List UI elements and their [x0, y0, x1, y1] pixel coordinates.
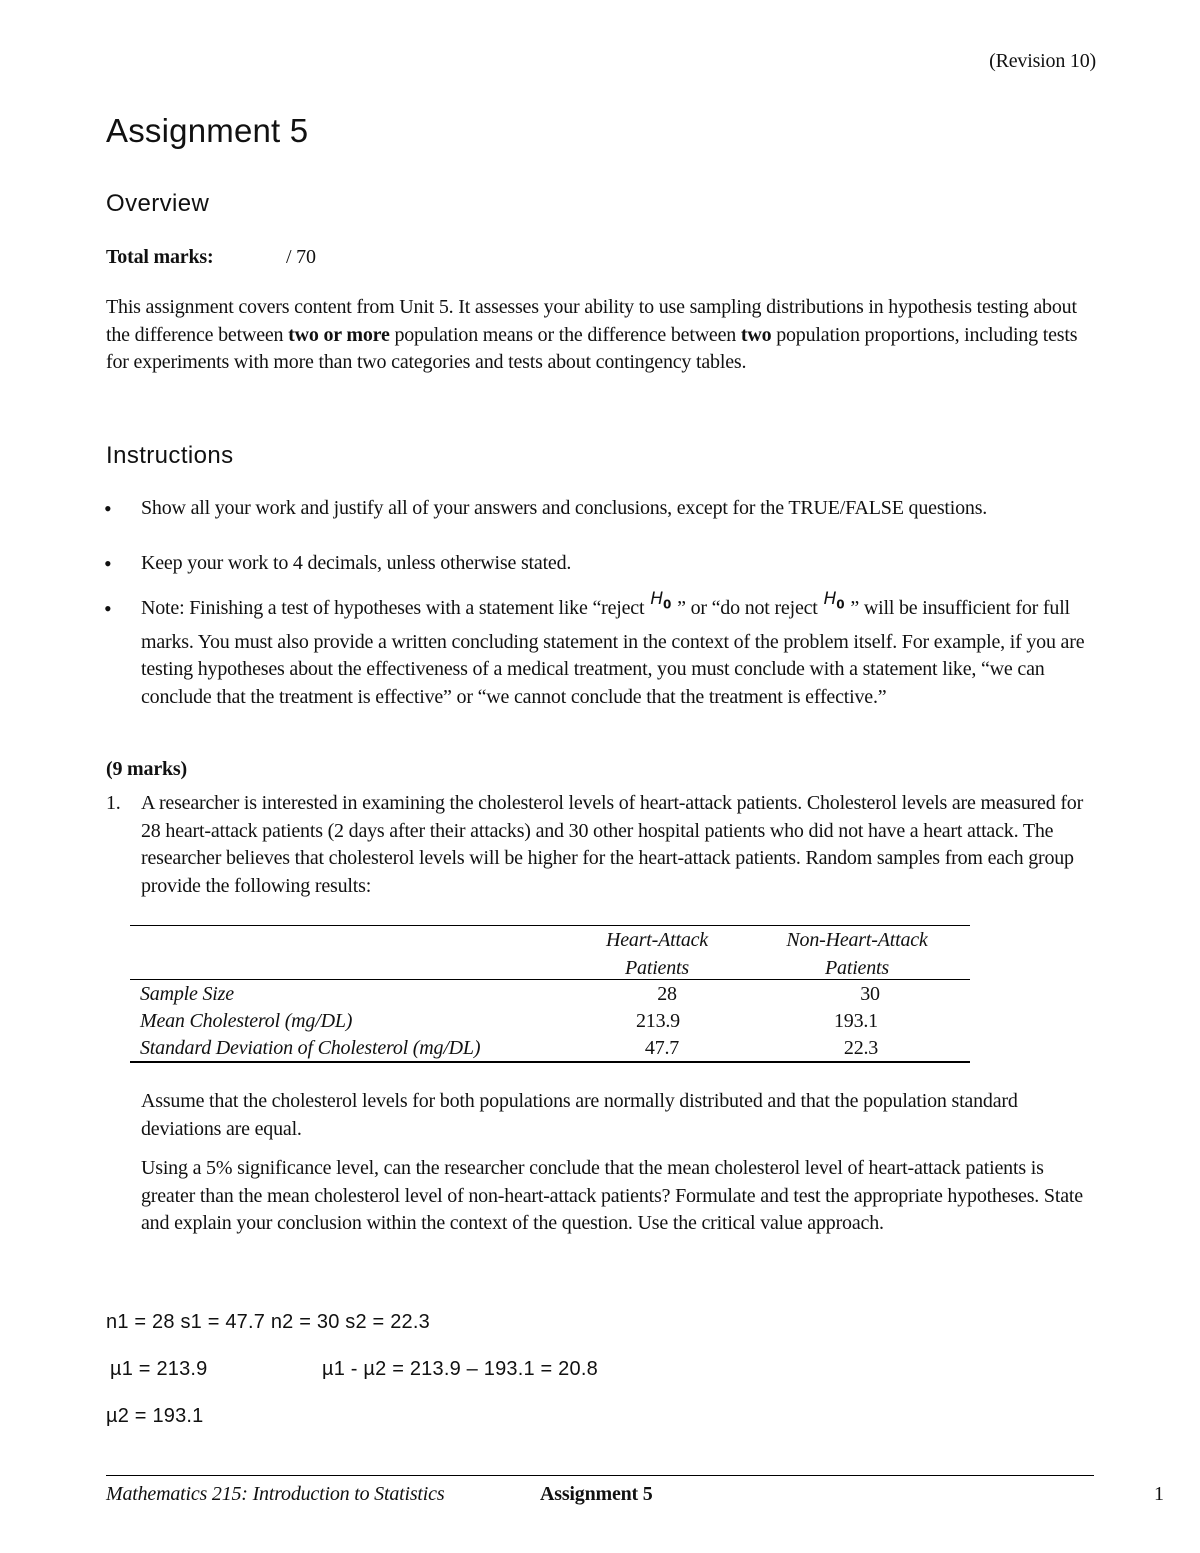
question-number: 1. — [106, 792, 121, 814]
table-cell: 22.3 — [843, 1037, 879, 1059]
question-text: A researcher is interested in examining the cholesterol levels of heart-attack patients. Cholesterol levels are measured for 28 heart-attack patients (2 days after their attacks) and 30 other hospital patients who did not have a heart attack. The researcher believes that cholesterol levels will be higher for the heart-attack patients. Random samples from each group provide the following results: — [141, 792, 1084, 897]
footer-rule — [106, 1475, 1094, 1476]
total-marks-value: / 70 — [286, 246, 316, 268]
page-number: 1 — [1154, 1483, 1164, 1505]
note-text-a: Note: Finishing a test of hypotheses with a statement like “reject — [141, 597, 645, 619]
table-row-label: Standard Deviation of Cholesterol (mg/DL) — [140, 1037, 481, 1059]
work-line-2b: µ1 - µ2 = 213.9 – 193.1 = 20.8 — [322, 1358, 598, 1380]
col1-header-line2: Patients — [625, 956, 689, 979]
col1-header-line1: Heart-Attack — [605, 929, 708, 951]
instruction-item: • Keep your work to 4 decimals, unless otherwise stated. — [104, 550, 1094, 578]
table-cell: 193.1 — [833, 1010, 878, 1032]
table-header-heart-attack — [577, 927, 737, 982]
table-cell: 30 — [860, 983, 880, 1005]
h0-subscript: 0 — [662, 597, 672, 612]
page-title: Assignment 5 — [106, 112, 309, 149]
instructions-list-3 — [104, 589, 1094, 711]
table-row-label: Mean Cholesterol (mg/DL) — [140, 1010, 353, 1032]
h0-symbol — [650, 586, 671, 619]
overview-intro — [106, 294, 1096, 377]
instruction-item-note — [104, 589, 1094, 711]
total-marks-label: Total marks: — [106, 246, 214, 268]
revision-label: (Revision 10) — [989, 50, 1096, 72]
intro-text-1: This assignment covers content from Unit 5. It assesses your ability to use sampling distributions in hypothesis testing about the difference between — [106, 296, 1077, 346]
note-text-b: ” or “do not reject — [677, 597, 818, 619]
work-line-1: n1 = 28 s1 = 47.7 n2 = 30 s2 = 22.3 — [106, 1311, 430, 1333]
col2-header-line2: Patients — [825, 956, 889, 979]
assumption-text: Assume that the cholesterol levels for both populations are normally distributed and that the population standard deviations are equal. — [141, 1090, 1018, 1140]
intro-bold-1: two or more — [288, 323, 390, 346]
question-marks: (9 marks) — [106, 758, 187, 780]
table-cell: 28 — [657, 983, 677, 1005]
h0-subscript: 0 — [836, 597, 845, 612]
overview-heading: Overview — [106, 190, 210, 217]
instructions-list-2 — [104, 550, 1094, 578]
table-rule-mid — [130, 979, 970, 980]
table-cell: 47.7 — [644, 1037, 680, 1059]
table-rule-top — [130, 925, 970, 926]
intro-bold-2: two — [740, 323, 772, 346]
work-line-3: µ2 = 193.1 — [106, 1405, 204, 1427]
question-instructions: Using a 5% significance level, can the researcher conclude that the mean cholesterol level of heart-attack patients is greater than the mean cholesterol level of non-heart-attack patients? Formulate and test the appropriate hypotheses. State and explain your conclusion within the context of the question. Use the critical value approach. — [141, 1157, 1083, 1234]
table-rule-bottom — [130, 1061, 970, 1063]
instruction-item: • Show all your work and justify all of your answers and conclusions, except for the TRUE/FALSE questions. — [104, 495, 1094, 523]
intro-text-2: population means or the difference between — [389, 323, 741, 346]
h0-letter: H — [650, 589, 663, 609]
note-text-c: ” will be insufficient for full marks. You must also provide a written concluding statement in the context of the problem itself. For example, if you are testing hypotheses about the effectiveness of a medical treatment, you must conclude with a statement like, “we can conclude that the treatment is effective” or “we cannot conclude that the treatment is effective.” — [141, 597, 1085, 708]
intro-text-3: population proportions, including tests for experiments with more than two categories and tests about contingency tables. — [106, 323, 1078, 373]
total-marks — [106, 244, 316, 272]
h0-letter: H — [823, 589, 837, 609]
table-header-non-heart-attack — [757, 927, 957, 982]
table-row-label: Sample Size — [140, 983, 234, 1005]
instructions-list — [104, 495, 1094, 523]
footer-course: Mathematics 215: Introduction to Statistics — [106, 1483, 445, 1505]
h0-symbol — [824, 586, 845, 619]
footer-assignment: Assignment 5 — [540, 1483, 653, 1505]
work-line-2a: µ1 = 213.9 — [110, 1358, 208, 1380]
col2-header-line1: Non-Heart-Attack — [786, 929, 928, 951]
table-cell: 213.9 — [635, 1010, 680, 1032]
instructions-heading: Instructions — [106, 442, 234, 469]
